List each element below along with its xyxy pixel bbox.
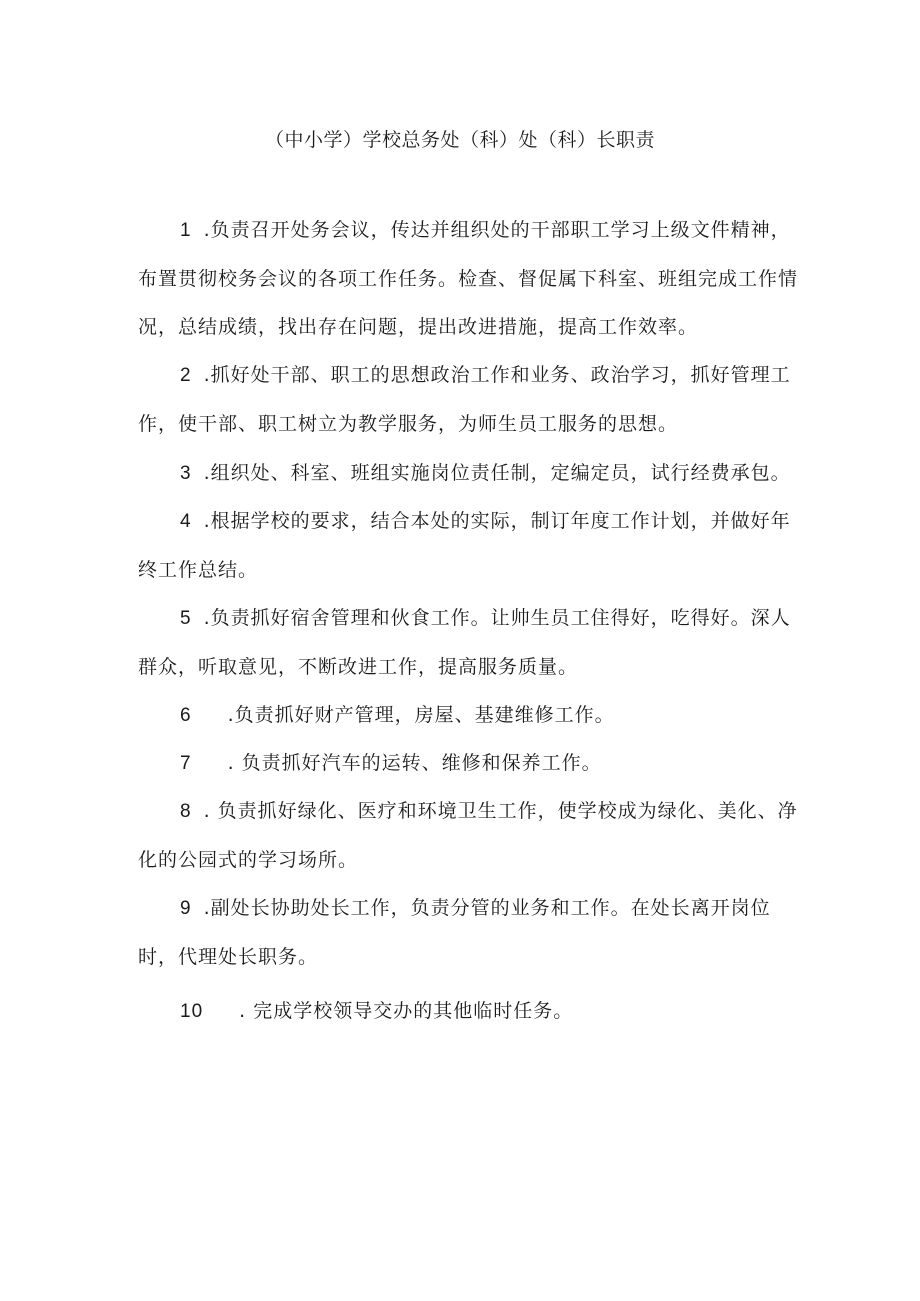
item-number: 2 <box>180 365 192 386</box>
list-item <box>138 206 798 351</box>
list-item <box>138 739 798 788</box>
item-number: 4 <box>180 511 192 532</box>
item-number: 7 <box>180 753 192 774</box>
item-text: .根据学校的要求，结合本处的实际，制订年度工作计划，并做好年终工作总结。 <box>138 510 791 581</box>
item-text: .负责召开处务会议，传达并组织处的干部职工学习上级文件精神，布置贯彻校务会议的各项工作任务。检查、督促属下科室、班组完成工作情况，总结成绩，找出存在问题，提出改进措施，提高工作效率。 <box>138 219 799 338</box>
list-item <box>138 351 798 448</box>
item-text: .组织处、科室、班组实施岗位责任制，定编定员，试行经费承包。 <box>203 462 791 484</box>
list-item <box>138 594 798 691</box>
list-item <box>138 449 798 498</box>
document-title: （中小学）学校总务处（科）处（科）长职责 <box>264 129 655 151</box>
item-text: .副处长协助处长工作，负责分管的业务和工作。在处长离开岗位时，代理处长职务。 <box>138 897 771 968</box>
item-number: 3 <box>180 463 192 484</box>
item-number: 5 <box>180 608 192 629</box>
item-text: .负责抓好宿舍管理和伙食工作。让帅生员工住得好，吃得好。深人群众，听取意见，不断改进工作，提高服务质量。 <box>138 607 791 678</box>
item-text: . 负责抓好汽车的运转、维修和保养工作。 <box>227 752 602 774</box>
item-number: 9 <box>180 898 192 919</box>
list-item <box>138 884 798 981</box>
item-text: .抓好处干部、职工的思想政治工作和业务、政治学习，抓好管理工作，使干部、职工树立为教学服务，为师生员工服务的思想。 <box>138 364 791 435</box>
item-text: . 负责抓好绿化、医疗和环境卫生工作，使学校成为绿化、美化、净化的公园式的学习场所。 <box>138 800 798 871</box>
list-item <box>138 987 798 1036</box>
item-number: 8 <box>180 801 192 822</box>
item-number: 10 <box>180 1001 204 1022</box>
list-item <box>138 787 798 884</box>
list-item <box>138 691 798 740</box>
item-text: .负责抓好财产管理，房屋、基建维修工作。 <box>227 704 615 726</box>
item-number: 1 <box>180 220 192 241</box>
item-number: 6 <box>180 705 192 726</box>
item-text: . 完成学校领导交办的其他临时任务。 <box>239 1000 574 1022</box>
list-item <box>138 497 798 594</box>
